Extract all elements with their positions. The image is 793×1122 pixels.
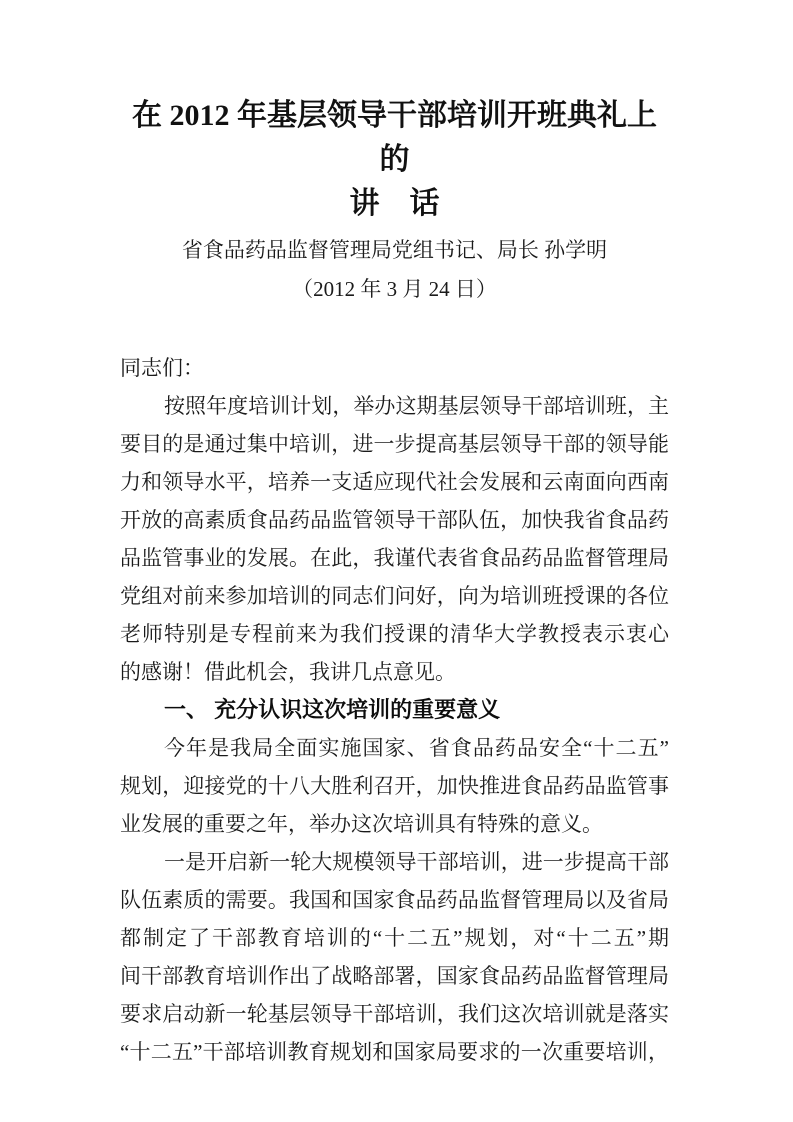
body-line: 间干部教育培训作出了战略部署，国家食品药品监督管理局 xyxy=(120,964,669,988)
body-line: “十二五”干部培训教育规划和国家局要求的一次重要培训， xyxy=(120,1040,669,1064)
body-line: 都制定了干部教育培训的“十二五”规划，对“十二五”期 xyxy=(120,926,669,950)
body-line: 按照年度培训计划，举办这期基层领导干部培训班，主 xyxy=(164,394,669,418)
section-heading-1: 一、 充分认识这次培训的重要意义 xyxy=(164,697,501,722)
document-title xyxy=(120,94,669,226)
body-text xyxy=(120,349,669,1071)
body-line: 今年是我局全面实施国家、省食品药品安全“十二五” xyxy=(164,736,669,760)
body-line: 党组对前来参加培训的同志们问好，向为培训班授课的各位 xyxy=(120,584,669,608)
date-line: （2012 年 3 月 24 日） xyxy=(292,277,497,301)
body-line: 开放的高素质食品药品监管领导干部队伍，加快我省食品药 xyxy=(120,508,669,532)
body-line: 老师特别是专程前来为我们授课的清华大学教授表示衷心 xyxy=(120,622,669,646)
body-line: 业发展的重要之年，举办这次培训具有特殊的意义。 xyxy=(120,812,603,836)
body-line: 力和领导水平，培养一支适应现代社会发展和云南面向西南 xyxy=(120,470,669,494)
body-line: 的感谢！借此机会，我讲几点意见。 xyxy=(120,660,456,684)
page-content xyxy=(120,0,669,1071)
document-title-line-2: 讲 话 xyxy=(349,187,440,220)
body-line: 品监管事业的发展。在此，我谨代表省食品药品监督管理局 xyxy=(120,546,669,570)
body-line: 队伍素质的需要。我国和国家食品药品监督管理局以及省局 xyxy=(120,888,669,912)
body-line: 要求启动新一轮基层领导干部培训，我们这次培训就是落实 xyxy=(120,1002,669,1026)
body-line: 一是开启新一轮大规模领导干部培训，进一步提高干部 xyxy=(164,850,669,874)
salutation-line: 同志们： xyxy=(120,356,204,380)
author-byline: 省食品药品监督管理局党组书记、局长 孙学明 xyxy=(181,238,608,262)
body-line: 规划，迎接党的十八大胜利召开，加快推进食品药品监管事 xyxy=(120,774,669,798)
document-title-line-1: 在 2012 年基层领导干部培训开班典礼上的 xyxy=(132,99,657,176)
body-line: 要目的是通过集中培训，进一步提高基层领导干部的领导能 xyxy=(120,432,669,456)
